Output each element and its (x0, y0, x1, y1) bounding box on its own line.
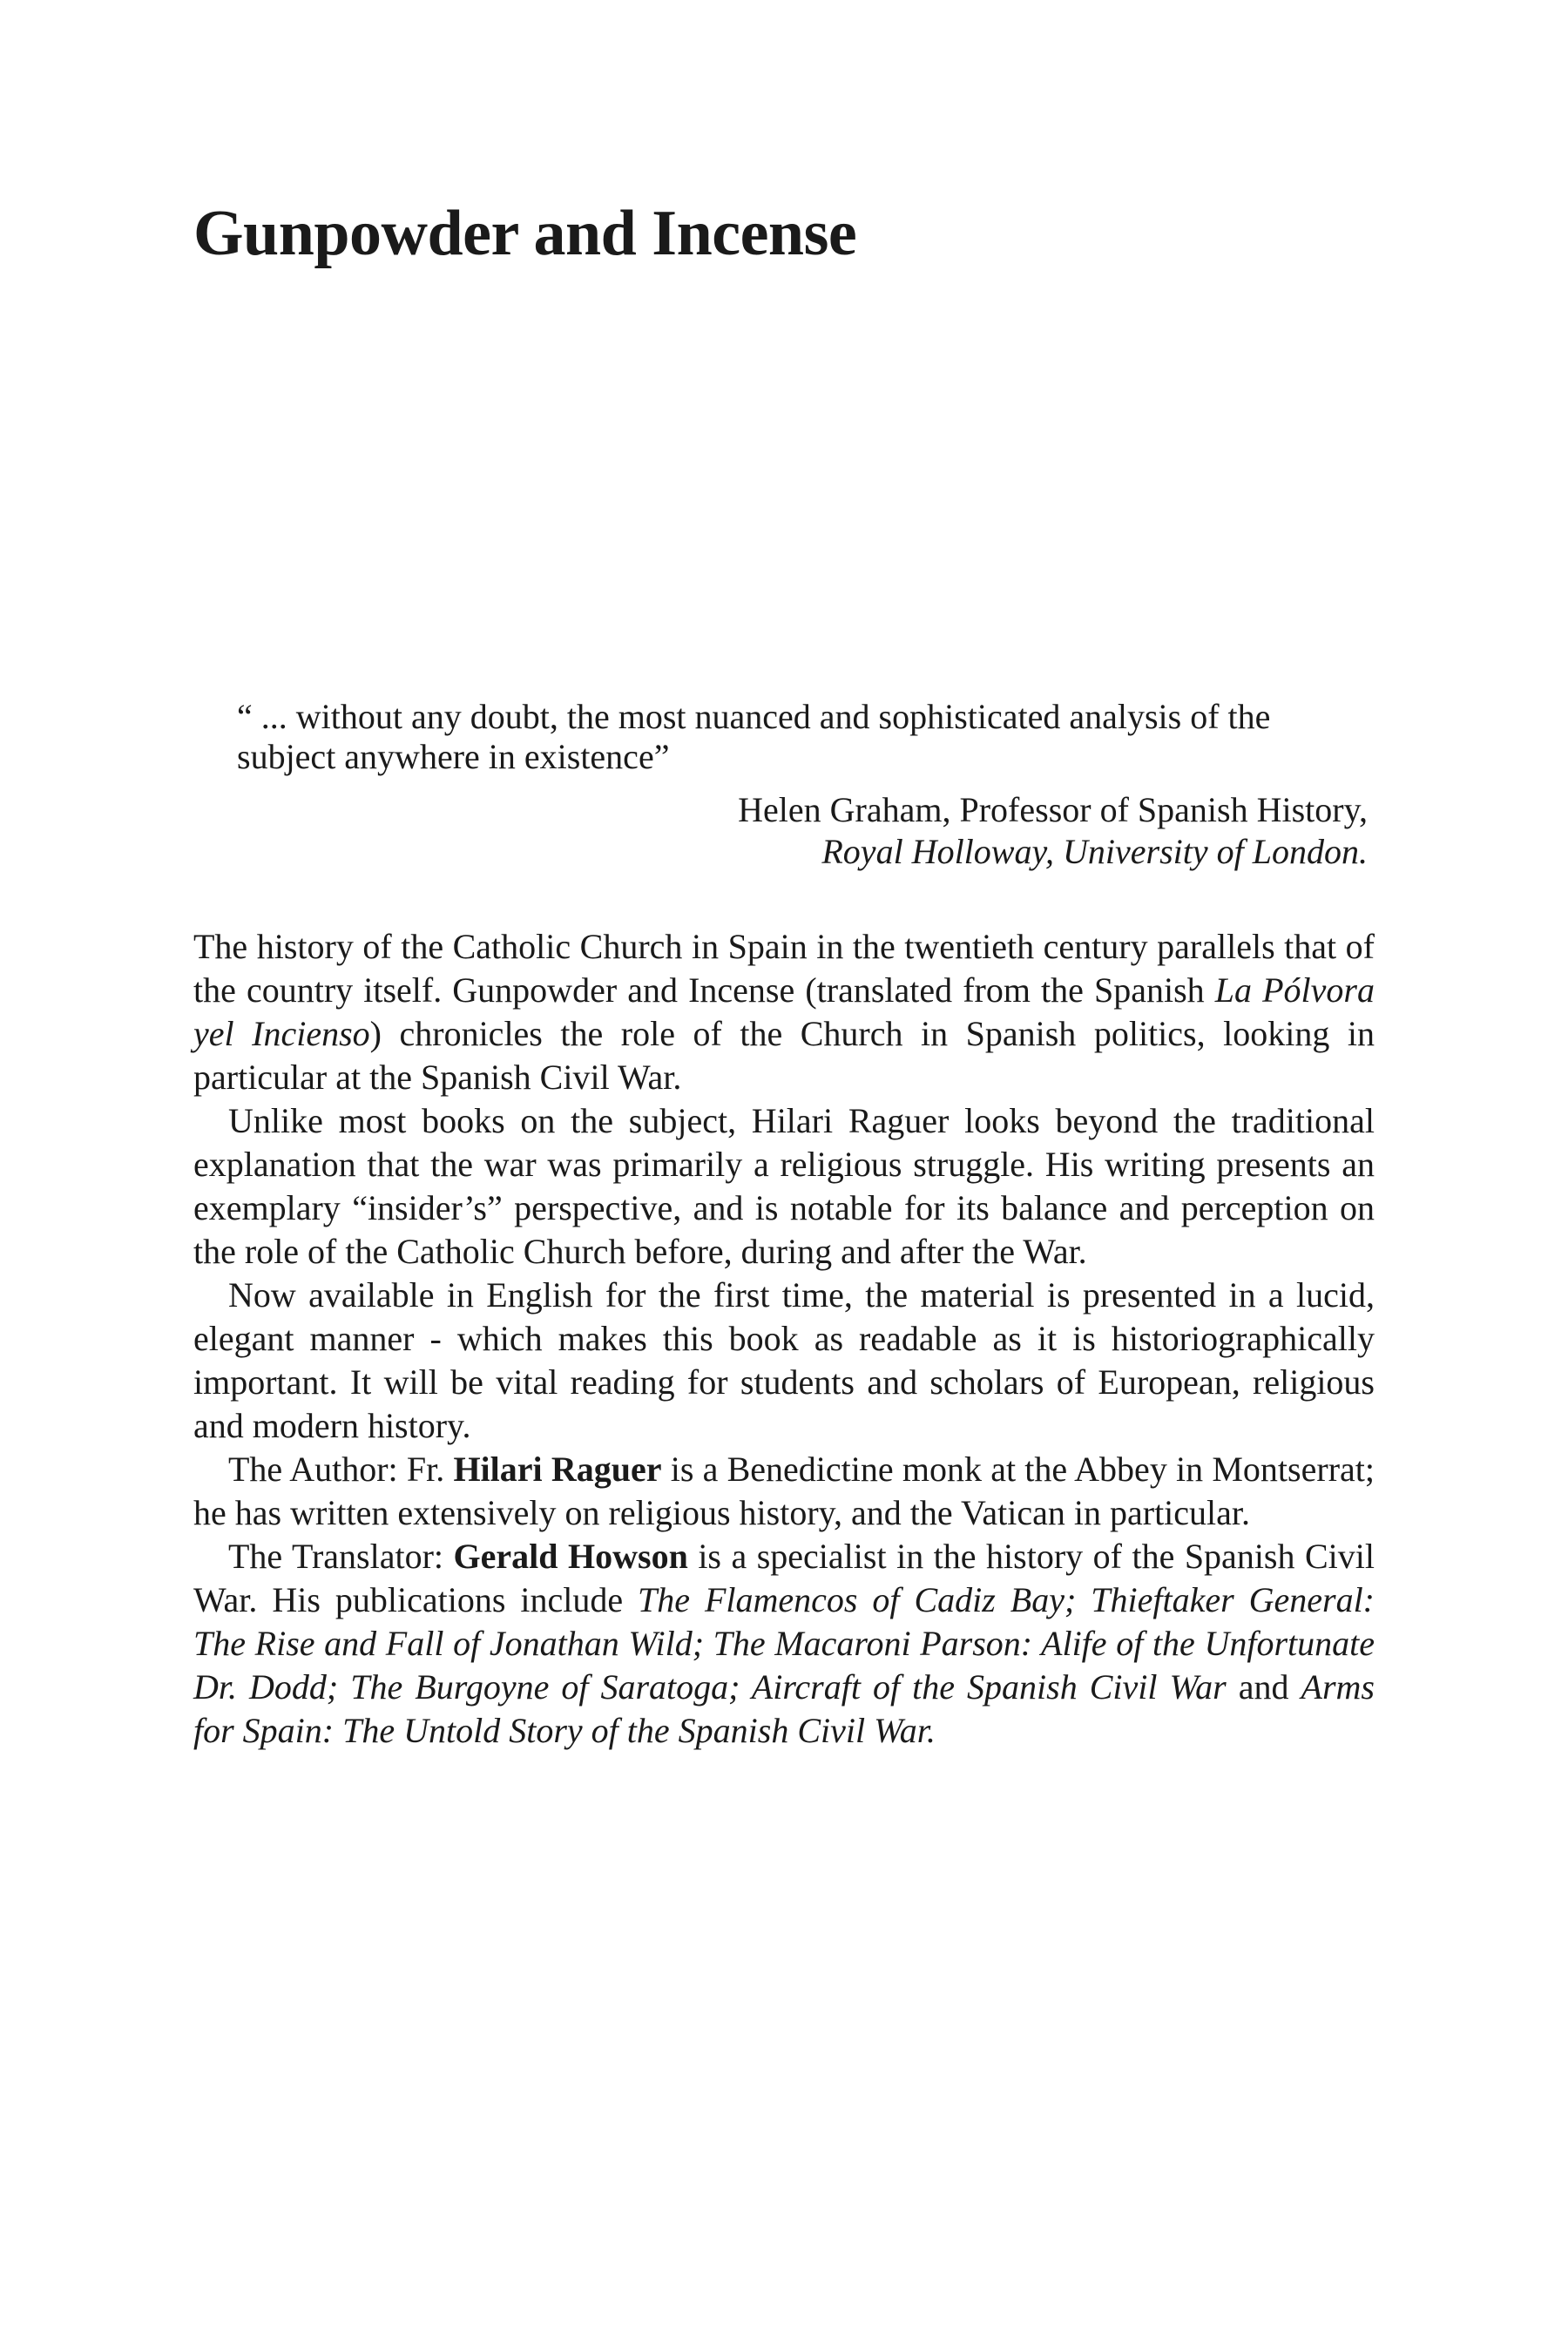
publication-arms-for-spain: Arms for Spain: The Untold Story of the Spanish Civil War. (193, 1667, 1375, 1750)
intro-text-c: ) chronicles the role of the Church in Spanish politics, looking in particular at the Spanish Civil War. (193, 1014, 1375, 1097)
translator-bio: is a specialist in the history of the Spanish Civil War. His publications include (193, 1537, 1375, 1619)
quote-attribution (738, 789, 1368, 873)
paragraph-translator (193, 1535, 1375, 1753)
spanish-title: La Pólvora yel Incienso (193, 970, 1375, 1053)
paragraph-unlike: Unlike most books on the subject, Hilari Raguer looks beyond the traditional explanation that the war was primarily a religious struggle. His writing presents an exemplary “insider’s” perspective, and is notable for its balance and perception on the role of the Catholic Church before, during and after the War. (193, 1101, 1375, 1271)
paragraph-available: Now available in English for the first time, the material is presented in a lucid, elegant manner - which makes this book as readable as it is historiographically important. It will be vital reading for students and scholars of European, religious and modern history. (193, 1275, 1375, 1445)
translator-label: The Translator: (228, 1537, 454, 1576)
quote-affiliation: Royal Holloway, University of London. (821, 832, 1368, 871)
author-label: The Author: Fr. (228, 1450, 454, 1489)
author-bio: is a Benedictine monk at the Abbey in Montserrat; he has written extensively on religious history, and the Vatican in particular. (193, 1450, 1375, 1532)
intro-text-a: The history of the Catholic Church in Spain in the twentieth century parallels that of the country itself. Gunpowder and Incense (translated from the Spanish (193, 927, 1375, 1010)
author-name: Hilari Raguer (453, 1450, 662, 1489)
review-quote: “ ... without any doubt, the most nuanced and sophisticated analysis of the subject anywhere in existence” (237, 697, 1271, 776)
quote-author: Helen Graham, Professor of Spanish History, (738, 790, 1368, 829)
translator-name: Gerald Howson (453, 1537, 688, 1576)
paragraph-intro (193, 925, 1375, 1099)
publication-and: and (1226, 1667, 1301, 1707)
paragraph-author (193, 1448, 1375, 1535)
publication-titles: The Flamencos of Cadiz Bay; Thieftaker General: The Rise and Fall of Jonathan Wild; The Macaroni Parson: Alife of the Unfortunate Dr. Dodd; The Burgoyne of Saratoga; Aircraft of the Spanish Civil War (193, 1580, 1375, 1707)
page-title: Gunpowder and Incense (193, 198, 857, 269)
description-body (193, 925, 1375, 1753)
